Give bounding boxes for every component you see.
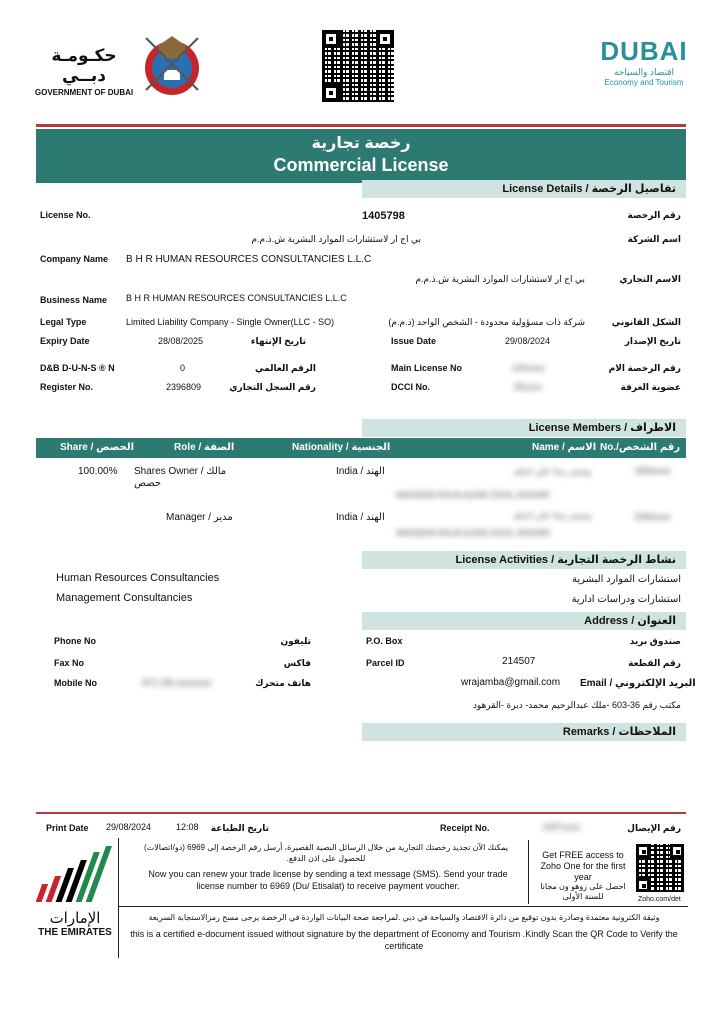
emirates-ar-text: الإمارات xyxy=(49,910,101,927)
legal-type-ar-value: شركة ذات مسؤولية محدودة - الشخص الواحد (ذ.م.م) xyxy=(388,317,585,327)
email-value: wrajamba@gmail.com xyxy=(461,677,561,688)
title-ar: رخصة تجارية xyxy=(311,135,411,152)
mobile-value: 971-56-xxxxxxx xyxy=(142,678,212,689)
business-name-value: B H R HUMAN RESOURCES CONSULTANCIES L.L.C xyxy=(126,293,347,303)
parcel-label: Parcel ID xyxy=(366,658,405,668)
business-name-label: Business Name xyxy=(40,295,108,305)
member-name-en: WASEEM RAJA AZAM ZOOL ANSARI xyxy=(396,490,550,500)
license-details-heading: License Details / تفاصيل الرخصة xyxy=(362,180,686,198)
header-qr-code-icon xyxy=(322,30,394,102)
print-date-label: Print Date xyxy=(46,823,89,833)
legal-type-label-ar: الشكل القانوني xyxy=(611,317,681,327)
license-no-label-ar: رقم الرخصة xyxy=(627,210,681,220)
col-name: Name / الاسم xyxy=(532,442,597,453)
company-name-label-ar: اسم الشركة xyxy=(627,234,681,244)
dcci-value: 55xxxx xyxy=(514,382,543,392)
member-name-ar: وسيم رضا علي اسلم xyxy=(513,466,591,476)
address-heading: Address / العنوان xyxy=(362,612,686,630)
receipt-label-ar: رقم الإيصال xyxy=(627,823,681,833)
member-name-en: WASEEM RAJA AZAM ZOOL ANSARI xyxy=(396,528,550,538)
member-nationality: India / الهند xyxy=(336,512,385,523)
activity-en: Management Consultancies xyxy=(56,592,193,604)
duns-label-ar: الرقم العالمي xyxy=(255,363,316,373)
company-name-label: Company Name xyxy=(40,254,109,264)
sms-en-text: Now you can renew your trade license by sending a text message (SMS). Send your trade license number to 6969 (Du/ Etisalat) to receive payment voucher. xyxy=(148,869,508,891)
activity-ar: استشارات ودراسات ادارية xyxy=(571,594,681,605)
dubai-en-text: Economy and Tourism xyxy=(604,78,684,87)
col-no: No./رقم الشخص xyxy=(599,442,680,453)
register-value: 2396809 xyxy=(166,382,202,392)
issue-value: 29/08/2024 xyxy=(505,336,551,346)
main-license-value: 140xxxx xyxy=(512,363,546,373)
full-address-ar: مكتب رقم 36-603 -ملك عبدالرحيم محمد- ديرة -القرهود xyxy=(472,700,681,710)
col-nationality: Nationality / الجنسية xyxy=(292,442,391,453)
member-no: 166xxxx xyxy=(634,466,671,477)
footer-divider xyxy=(118,906,688,907)
main-license-label-ar: رقم الرخصة الام xyxy=(608,363,681,373)
parcel-label-ar: رقم القطعة xyxy=(628,658,681,668)
fax-label: Fax No xyxy=(54,658,85,668)
members-table-header xyxy=(36,438,686,458)
col-role: Role / الصفة xyxy=(174,442,235,453)
member-role: Shares Owner / مالك حصص xyxy=(134,466,227,489)
title-bar xyxy=(36,129,686,183)
receipt-label: Receipt No. xyxy=(440,823,490,833)
mobile-label-ar: هاتف متحرك xyxy=(255,678,311,688)
dubai-ar-text: اقتصاد والسياحة xyxy=(613,67,675,77)
expiry-label-ar: تاريخ الإنتهاء xyxy=(250,336,306,346)
trade-name-label-ar: الاسم التجاري xyxy=(619,274,681,284)
main-license-label: Main License No xyxy=(391,363,463,373)
pobox-label-ar: صندوق بريد xyxy=(629,636,681,646)
legal-type-label: Legal Type xyxy=(40,317,87,327)
print-date-label-ar: تاريخ الطباعة xyxy=(210,823,269,833)
title-top-rule xyxy=(36,124,686,127)
expiry-label: Expiry Date xyxy=(40,336,90,346)
pobox-label: P.O. Box xyxy=(366,636,403,646)
legal-type-value: Limited Liability Company - Single Owner(LLC - SO) xyxy=(126,317,335,327)
emirates-stripes-icon xyxy=(36,846,114,904)
print-time-value: 12:08 xyxy=(176,822,199,832)
license-no-value: 1405798 xyxy=(362,210,405,222)
zoho-divider xyxy=(528,840,529,904)
duns-value: 0 xyxy=(180,363,186,373)
company-name-value: B H R HUMAN RESOURCES CONSULTANCIES L.L.C xyxy=(126,254,372,265)
cert-ar-text: وثيقة الكترونية معتمدة وصادرة بدون توقيع من دائرة الاقتصاد والسياحة في دبي .لمراجعة صحة البيانات الواردة في الرخصة يرجى مسح رمزالاستجابة السريعة xyxy=(148,913,660,922)
zoho-en-text: Get FREE access to Zoho One for the first year xyxy=(540,850,626,882)
print-date-value: 29/08/2024 xyxy=(106,822,152,832)
phone-label-ar: تليفون xyxy=(280,636,311,646)
zoho-ar-text: احصل على زوهو ون مجانا للسنة الأولى xyxy=(540,882,626,901)
dcci-label-ar: عضوية الغرفة xyxy=(620,382,681,392)
col-share: Share / الحصص xyxy=(60,442,135,453)
remarks-heading: Remarks / الملاحظات xyxy=(362,723,686,741)
expiry-value: 28/08/2025 xyxy=(158,336,204,346)
mobile-label: Mobile No xyxy=(54,678,97,688)
issue-label: Issue Date xyxy=(391,336,437,346)
company-name-ar-value: بي اج ار لاستشارات الموارد البشرية ش.ذ.م.م xyxy=(251,234,421,244)
receipt-value: 1597xxxx xyxy=(542,822,581,832)
the-emirates-logo xyxy=(36,846,114,938)
license-activities-heading: License Activities / نشاط الرخصة التجارية xyxy=(362,551,686,569)
sms-ar-text: يمكنك الآن تجديد رخصتك التجارية من خلال الرسائل النصية القصيرة، أرسل رقم الرخصة إلى 6969 (دو/اتصالات) للحصول على اذن الدفع. xyxy=(144,843,508,863)
member-role: Manager / مدير xyxy=(166,512,233,523)
zoho-qr-code-icon[interactable] xyxy=(636,844,684,892)
dubai-logo-text: DUBAI xyxy=(600,36,688,66)
title-en: Commercial License xyxy=(273,155,449,175)
trade-name-ar-value: بي اج ار لاستشارات الموارد البشرية ش.ذ.م.م xyxy=(415,274,585,284)
register-label: Register No. xyxy=(40,382,94,392)
email-label: Email / البريد الإلكتروني xyxy=(580,678,696,689)
gov-en-text: GOVERNMENT OF DUBAI xyxy=(34,88,134,97)
member-nationality: India / الهند xyxy=(336,466,385,477)
emirates-en-text: THE EMIRATES xyxy=(38,927,112,938)
dubai-economy-logo xyxy=(600,36,688,87)
fax-label-ar: فاكس xyxy=(283,658,311,668)
dcci-label: DCCI No. xyxy=(391,382,430,392)
register-label-ar: رقم السجل التجاري xyxy=(229,382,316,392)
member-name-ar: وسيم رضا علي اسلم xyxy=(513,510,591,520)
license-members-heading: License Members / الاطراف xyxy=(362,419,686,437)
member-share: 100.00% xyxy=(78,466,118,477)
activity-en: Human Resources Consultancies xyxy=(56,572,220,584)
member-no: 166xxxx xyxy=(634,512,671,523)
activity-ar: استشارات الموارد البشرية xyxy=(572,574,681,585)
parcel-value: 214507 xyxy=(502,656,536,667)
duns-label: D&B D-U-N-S ® N xyxy=(40,363,115,373)
dubai-emblem-icon xyxy=(138,30,206,98)
cert-en-text: this is a certified e-document issued without signature by the department of Economy and Tourism .Kindly Scan the QR Code to Verify the certificate xyxy=(130,929,678,951)
license-no-label: License No. xyxy=(40,210,91,220)
zoho-url[interactable]: Zoho.com/det xyxy=(638,896,681,903)
issue-label-ar: تاريخ الإصدار xyxy=(624,336,681,346)
government-of-dubai-logo xyxy=(34,46,134,97)
gov-ar-text: حكـومـة دبــي xyxy=(51,46,117,85)
footer-rule xyxy=(36,812,686,814)
phone-label: Phone No xyxy=(54,636,96,646)
